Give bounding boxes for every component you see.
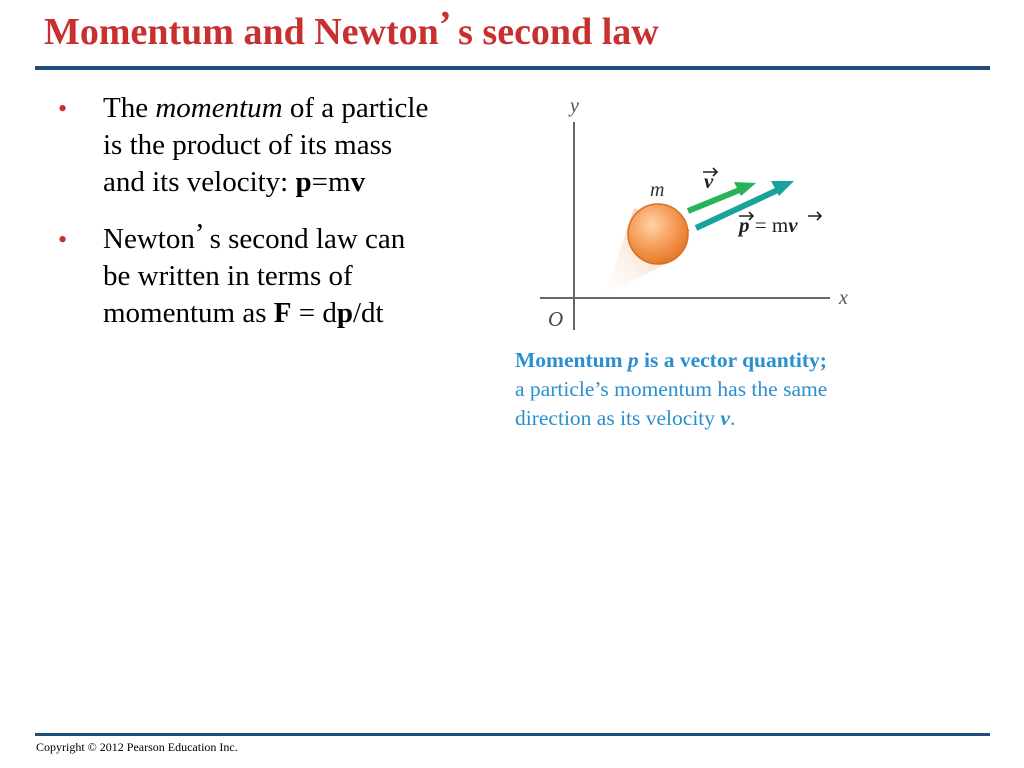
bullet1-symbol-v: v <box>350 166 366 198</box>
bullet2-text-c: = d <box>291 297 337 329</box>
caption-line1-a: Momentum <box>515 348 628 372</box>
caption-line3-a: direction as its velocity <box>515 406 721 430</box>
bullet2-text-d: /dt <box>352 297 384 329</box>
bullet-newton-second-law <box>58 218 438 332</box>
footer-divider <box>35 733 990 736</box>
bullet2-symbol-F: F <box>273 297 292 329</box>
slide-title <box>44 4 659 54</box>
bullet1-text-b: of a particle is the product of its mass and its velocity: <box>103 92 429 198</box>
title-divider <box>35 66 990 70</box>
title-part1: Momentum and Newton <box>44 11 439 53</box>
bullet2-text-a: Newton <box>103 223 195 255</box>
caption-line-3 <box>515 404 915 433</box>
bullet1-text-c: =m <box>311 166 351 198</box>
momentum-diagram <box>510 90 910 350</box>
momentum-label-v-hat <box>808 212 821 220</box>
x-axis-label: x <box>839 287 848 309</box>
mass-label: m <box>650 179 665 201</box>
figure-caption <box>515 346 915 433</box>
bullet1-text-a: The <box>103 92 156 124</box>
caption-line-2: a particle’s momentum has the same <box>515 377 828 401</box>
title-apostrophe: ’ <box>438 4 449 46</box>
momentum-label-p: p <box>739 213 750 237</box>
bullet-list <box>58 90 438 352</box>
momentum-label-eq: = m <box>749 213 789 237</box>
y-axis-label: y <box>570 95 579 117</box>
origin-label: O <box>548 307 564 331</box>
velocity-label: v <box>704 169 714 193</box>
caption-symbol-p: p <box>627 348 639 372</box>
bullet2-apostrophe: ’ <box>194 218 203 250</box>
caption-line-1 <box>515 346 915 375</box>
title-part2: s second law <box>448 11 659 53</box>
bullet2-text-b: s second law can be written in terms of momentum as <box>103 223 406 329</box>
bullet1-symbol-p: p <box>295 166 312 198</box>
caption-line3-b: . <box>729 406 736 430</box>
bullet2-symbol-p: p <box>336 297 353 329</box>
copyright-footer: Copyright © 2012 Pearson Education Inc. <box>36 740 238 754</box>
momentum-label-v: v <box>788 213 798 237</box>
caption-line1-b: is a vector quantity; <box>638 348 827 372</box>
bullet-momentum-definition <box>58 90 438 201</box>
particle-ball <box>628 204 688 264</box>
bullet1-term-momentum: momentum <box>155 92 283 124</box>
caption-symbol-v: v <box>720 406 730 430</box>
